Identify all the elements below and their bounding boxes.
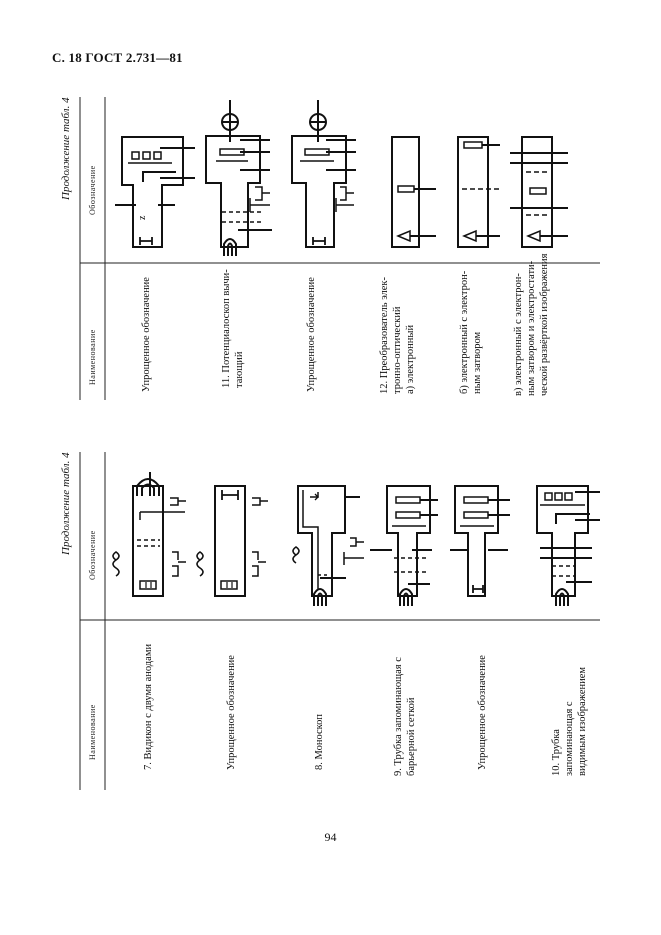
tube-symbol-lower-3 xyxy=(293,486,364,606)
table-row-name: б) электронный с электрон- ным затвором xyxy=(459,270,483,394)
table-row-name: Упрощенное обозначение xyxy=(306,277,317,392)
table-row-name: 10. Трубка запоминающая с видимым изображением xyxy=(551,666,588,776)
table-row-name: Упрощенное обозначение xyxy=(226,655,237,770)
tube-symbol-lower-4 xyxy=(370,486,438,606)
tube-symbol-upper-6 xyxy=(510,137,568,247)
tube-symbol-lower-5 xyxy=(450,486,510,596)
column-header-symbol-bottom: Обозначение xyxy=(88,530,97,580)
tube-symbol-lower-6 xyxy=(537,486,600,606)
tube-symbol-upper-4 xyxy=(392,137,436,247)
z-letter: z xyxy=(137,215,148,220)
column-header-name-bottom: Наименование xyxy=(88,704,97,760)
tube-symbol-upper-1 xyxy=(115,137,195,247)
table-row-name: 7. Видикон с двумя анодами xyxy=(143,643,154,770)
continuation-caption-top: Продолжение табл. 4 xyxy=(60,97,72,200)
tube-symbol-upper-2 xyxy=(206,100,272,256)
column-header-symbol-top: Обозначение xyxy=(88,165,97,215)
tube-symbol-lower-1 xyxy=(113,472,186,596)
continuation-caption-bottom: Продолжение табл. 4 xyxy=(60,452,72,555)
table-row-name: 9. Трубка запоминающая с барьерной сеткой xyxy=(393,657,417,776)
table-row-name: Упрощенное обозначение xyxy=(477,655,488,770)
table-row-name: 12. Преобразователь элек- тронно-оптический а) электронный xyxy=(379,276,416,394)
column-header-name-top: Наименование xyxy=(88,329,97,385)
tube-symbol-lower-2 xyxy=(197,486,268,596)
tube-symbol-upper-5 xyxy=(458,137,500,247)
table-row-name: 11. Потенциалоскоп вычи- тающий xyxy=(221,269,245,388)
table-row-name: в) электронный с электрон- ным затвором и электростати- ческой развёрткой изображения xyxy=(513,253,550,396)
tube-symbol-upper-3 xyxy=(292,100,356,247)
page-header: С. 18 ГОСТ 2.731—81 xyxy=(52,50,183,65)
table-row-name: 8. Моноскоп xyxy=(314,713,325,770)
page-number: 94 xyxy=(324,830,337,844)
table-row-name: Упрощенное обозначение xyxy=(141,277,152,392)
